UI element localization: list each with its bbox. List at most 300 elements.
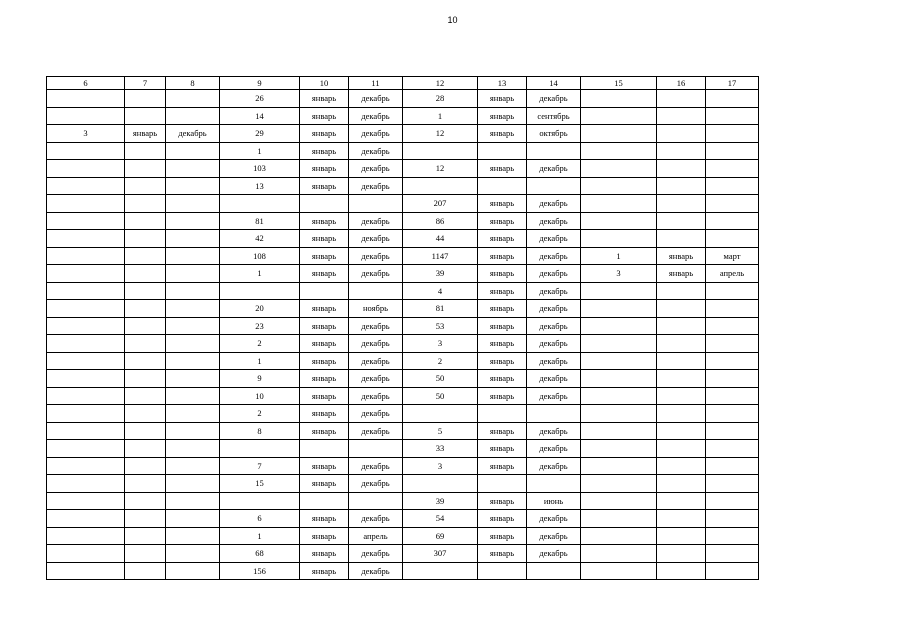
table-cell — [166, 212, 220, 230]
table-cell — [166, 335, 220, 353]
table-cell — [349, 492, 403, 510]
table-cell: декабрь — [349, 562, 403, 580]
table-cell: январь — [300, 247, 349, 265]
table-cell — [657, 475, 706, 493]
table-cell — [706, 107, 759, 125]
table-cell: декабрь — [349, 177, 403, 195]
table-cell — [581, 422, 657, 440]
table-cell: январь — [478, 335, 527, 353]
table-row — [47, 125, 759, 143]
table-cell: январь — [657, 247, 706, 265]
table-cell — [166, 160, 220, 178]
table-cell — [47, 422, 125, 440]
table-cell — [581, 335, 657, 353]
table-row — [47, 317, 759, 335]
column-header: 11 — [349, 77, 403, 90]
table-cell — [478, 142, 527, 160]
table-cell: октябрь — [527, 125, 581, 143]
table-cell — [657, 492, 706, 510]
column-header: 13 — [478, 77, 527, 90]
table-cell: декабрь — [527, 335, 581, 353]
table-cell — [47, 282, 125, 300]
table-cell: 23 — [220, 317, 300, 335]
table-cell — [166, 457, 220, 475]
table-cell — [166, 282, 220, 300]
table-cell — [47, 527, 125, 545]
table-cell — [125, 545, 166, 563]
table-cell: январь — [478, 440, 527, 458]
table-cell: 33 — [403, 440, 478, 458]
table-cell: декабрь — [349, 387, 403, 405]
table-cell: 1 — [403, 107, 478, 125]
table-cell — [125, 317, 166, 335]
table-cell: январь — [478, 317, 527, 335]
table-cell — [125, 212, 166, 230]
table-cell — [349, 195, 403, 213]
table-cell: январь — [300, 177, 349, 195]
table-cell: ноябрь — [349, 300, 403, 318]
table-cell: декабрь — [527, 510, 581, 528]
table-row — [47, 177, 759, 195]
table-cell: январь — [300, 125, 349, 143]
table-cell — [706, 545, 759, 563]
table-cell — [349, 440, 403, 458]
table-cell: январь — [478, 545, 527, 563]
table-cell: декабрь — [349, 335, 403, 353]
table-cell — [125, 422, 166, 440]
table-cell: январь — [300, 160, 349, 178]
table-cell: 15 — [220, 475, 300, 493]
table-cell — [581, 230, 657, 248]
table-cell — [47, 177, 125, 195]
table-row — [47, 107, 759, 125]
table-cell: декабрь — [527, 230, 581, 248]
table-cell — [581, 440, 657, 458]
table-cell — [47, 492, 125, 510]
table-cell: январь — [657, 265, 706, 283]
table-cell — [125, 160, 166, 178]
table-cell — [657, 405, 706, 423]
table-cell: январь — [300, 317, 349, 335]
table-cell: январь — [300, 230, 349, 248]
table-cell — [47, 317, 125, 335]
table-cell — [125, 440, 166, 458]
table-cell: 1 — [220, 527, 300, 545]
table-cell: декабрь — [349, 107, 403, 125]
table-cell: 39 — [403, 492, 478, 510]
table-cell: июнь — [527, 492, 581, 510]
table-cell: январь — [125, 125, 166, 143]
table-row — [47, 545, 759, 563]
table-cell — [220, 440, 300, 458]
table-row — [47, 160, 759, 178]
table-row — [47, 440, 759, 458]
table-cell: январь — [478, 527, 527, 545]
table-cell: 2 — [220, 405, 300, 423]
table-cell: 7 — [220, 457, 300, 475]
table-cell — [706, 527, 759, 545]
table-cell: декабрь — [349, 317, 403, 335]
table-cell: декабрь — [349, 142, 403, 160]
table-cell — [125, 247, 166, 265]
table-cell — [581, 475, 657, 493]
table-cell — [47, 387, 125, 405]
table-cell: декабрь — [349, 405, 403, 423]
table-cell: декабрь — [527, 527, 581, 545]
table-cell — [166, 230, 220, 248]
table-cell: январь — [300, 527, 349, 545]
table-cell: 12 — [403, 160, 478, 178]
table-cell — [403, 562, 478, 580]
table-cell — [166, 300, 220, 318]
table-cell: январь — [300, 90, 349, 108]
table-cell — [166, 562, 220, 580]
table-cell — [47, 405, 125, 423]
table-cell — [706, 335, 759, 353]
table-row — [47, 422, 759, 440]
table-cell — [125, 335, 166, 353]
table-cell — [47, 510, 125, 528]
table-cell — [478, 405, 527, 423]
table-cell: декабрь — [349, 510, 403, 528]
table-cell — [581, 300, 657, 318]
column-header: 9 — [220, 77, 300, 90]
table-cell — [581, 352, 657, 370]
table-cell: декабрь — [527, 545, 581, 563]
table-cell: 28 — [403, 90, 478, 108]
table-cell — [527, 475, 581, 493]
table-cell: январь — [478, 282, 527, 300]
table-cell — [657, 90, 706, 108]
table-cell: январь — [478, 265, 527, 283]
table-cell — [47, 90, 125, 108]
column-header: 16 — [657, 77, 706, 90]
table-cell — [581, 107, 657, 125]
table-cell: январь — [478, 352, 527, 370]
table-cell — [706, 317, 759, 335]
table-cell — [166, 492, 220, 510]
table-cell: декабрь — [349, 422, 403, 440]
table-cell — [706, 282, 759, 300]
table-cell — [657, 177, 706, 195]
table-cell: 44 — [403, 230, 478, 248]
table-cell — [125, 352, 166, 370]
table-cell — [657, 142, 706, 160]
table-cell: 1147 — [403, 247, 478, 265]
table-cell — [478, 475, 527, 493]
table-cell: 3 — [581, 265, 657, 283]
table-cell: 3 — [403, 335, 478, 353]
table-cell: январь — [300, 545, 349, 563]
table-cell — [47, 475, 125, 493]
table-cell — [706, 352, 759, 370]
table-cell — [657, 335, 706, 353]
table-cell — [581, 545, 657, 563]
table-cell: январь — [300, 562, 349, 580]
table-cell — [47, 370, 125, 388]
table-cell — [166, 247, 220, 265]
table-cell — [657, 282, 706, 300]
table-cell — [125, 177, 166, 195]
table-cell — [657, 212, 706, 230]
table-cell: январь — [300, 387, 349, 405]
table-cell — [166, 90, 220, 108]
table-cell: январь — [300, 457, 349, 475]
table-row — [47, 475, 759, 493]
table-cell — [47, 230, 125, 248]
table-cell: 9 — [220, 370, 300, 388]
table-cell — [657, 545, 706, 563]
table-cell: декабрь — [349, 90, 403, 108]
table-cell — [403, 142, 478, 160]
table-cell — [657, 562, 706, 580]
table-cell — [166, 405, 220, 423]
table-cell: 68 — [220, 545, 300, 563]
table-cell — [47, 265, 125, 283]
table-cell — [125, 387, 166, 405]
table-cell — [657, 125, 706, 143]
table-cell: 108 — [220, 247, 300, 265]
table-cell: 2 — [403, 352, 478, 370]
table-cell: 207 — [403, 195, 478, 213]
table-cell: 39 — [403, 265, 478, 283]
table-cell: 5 — [403, 422, 478, 440]
table-cell: 3 — [403, 457, 478, 475]
table-cell: январь — [478, 457, 527, 475]
table-cell — [300, 195, 349, 213]
table-body — [47, 90, 759, 580]
table-cell: январь — [478, 387, 527, 405]
table-cell: январь — [300, 335, 349, 353]
table-cell — [657, 107, 706, 125]
table-cell — [581, 510, 657, 528]
table-cell: декабрь — [527, 387, 581, 405]
table-cell — [581, 562, 657, 580]
table-row — [47, 300, 759, 318]
table-cell: январь — [300, 370, 349, 388]
table-cell — [166, 142, 220, 160]
table-cell: 14 — [220, 107, 300, 125]
table-cell: 69 — [403, 527, 478, 545]
table-cell — [581, 160, 657, 178]
table-cell — [47, 545, 125, 563]
table-cell: декабрь — [349, 230, 403, 248]
table-cell — [478, 562, 527, 580]
table-cell: январь — [300, 142, 349, 160]
table-cell — [125, 142, 166, 160]
table-row — [47, 195, 759, 213]
table-cell: январь — [478, 492, 527, 510]
table-cell — [166, 107, 220, 125]
table-cell: 26 — [220, 90, 300, 108]
table-row — [47, 230, 759, 248]
table-cell — [706, 370, 759, 388]
table-cell — [125, 265, 166, 283]
table-cell — [300, 440, 349, 458]
table-cell: январь — [300, 107, 349, 125]
table-cell: декабрь — [349, 247, 403, 265]
page-number: 10 — [447, 15, 458, 25]
table-cell — [125, 405, 166, 423]
table-cell — [166, 177, 220, 195]
table-cell — [706, 300, 759, 318]
table-cell — [706, 492, 759, 510]
table-row — [47, 527, 759, 545]
column-header: 7 — [125, 77, 166, 90]
table-cell: декабрь — [349, 457, 403, 475]
table-cell: 307 — [403, 545, 478, 563]
table-row — [47, 90, 759, 108]
table-cell — [349, 282, 403, 300]
table-cell — [581, 195, 657, 213]
table-cell — [125, 457, 166, 475]
table-cell — [125, 370, 166, 388]
table-cell — [581, 370, 657, 388]
table-cell: январь — [300, 475, 349, 493]
table-cell: декабрь — [349, 265, 403, 283]
table-cell — [125, 562, 166, 580]
table-cell: январь — [300, 265, 349, 283]
table-cell: декабрь — [527, 422, 581, 440]
table-cell — [657, 440, 706, 458]
table-cell — [47, 300, 125, 318]
table-cell — [125, 492, 166, 510]
column-header: 14 — [527, 77, 581, 90]
table-cell: декабрь — [349, 160, 403, 178]
table-row — [47, 370, 759, 388]
table-cell — [706, 510, 759, 528]
table-cell: 156 — [220, 562, 300, 580]
table-cell: 50 — [403, 370, 478, 388]
table-cell: декабрь — [527, 352, 581, 370]
table-cell — [581, 457, 657, 475]
table-cell: 53 — [403, 317, 478, 335]
table-cell: декабрь — [349, 545, 403, 563]
column-header: 6 — [47, 77, 125, 90]
table-row — [47, 387, 759, 405]
table-cell — [125, 282, 166, 300]
table-cell — [166, 527, 220, 545]
table-cell — [403, 475, 478, 493]
table-cell: апрель — [706, 265, 759, 283]
table-cell — [657, 510, 706, 528]
table-cell: декабрь — [527, 195, 581, 213]
table-cell — [706, 90, 759, 108]
table-cell: январь — [300, 405, 349, 423]
table-cell: 1 — [220, 142, 300, 160]
table-cell — [125, 300, 166, 318]
table-cell — [581, 317, 657, 335]
table-cell: январь — [478, 510, 527, 528]
table-cell — [581, 527, 657, 545]
table-cell — [220, 195, 300, 213]
table-cell: январь — [478, 195, 527, 213]
table-cell — [657, 195, 706, 213]
table-cell — [657, 457, 706, 475]
table-cell — [166, 422, 220, 440]
table-cell — [657, 160, 706, 178]
table-cell: декабрь — [527, 212, 581, 230]
table-cell — [581, 282, 657, 300]
table-cell: 13 — [220, 177, 300, 195]
table-cell — [581, 125, 657, 143]
table-cell — [657, 370, 706, 388]
table-cell — [657, 527, 706, 545]
table-cell — [403, 177, 478, 195]
table-cell — [527, 562, 581, 580]
table-cell: 81 — [403, 300, 478, 318]
table-cell: декабрь — [349, 475, 403, 493]
table-cell: 4 — [403, 282, 478, 300]
header-row — [47, 77, 759, 90]
table-cell — [706, 562, 759, 580]
table-cell — [125, 195, 166, 213]
column-header: 8 — [166, 77, 220, 90]
table-cell: апрель — [349, 527, 403, 545]
table-row — [47, 335, 759, 353]
table-cell — [47, 107, 125, 125]
data-table — [46, 76, 759, 580]
table-cell — [47, 160, 125, 178]
table-cell — [706, 177, 759, 195]
table-cell — [166, 370, 220, 388]
table-cell: декабрь — [527, 300, 581, 318]
table-cell: декабрь — [527, 247, 581, 265]
table-cell — [581, 90, 657, 108]
table-cell: январь — [300, 352, 349, 370]
table-cell — [581, 212, 657, 230]
table-cell — [581, 387, 657, 405]
table-cell — [166, 265, 220, 283]
table-cell — [527, 177, 581, 195]
table-cell — [300, 492, 349, 510]
table-cell: январь — [478, 230, 527, 248]
table-cell — [706, 195, 759, 213]
table-cell — [706, 457, 759, 475]
table-cell — [166, 475, 220, 493]
table-cell — [125, 475, 166, 493]
table-cell: январь — [478, 370, 527, 388]
table-cell: 20 — [220, 300, 300, 318]
table-cell — [220, 282, 300, 300]
table-cell: декабрь — [527, 440, 581, 458]
table-cell — [125, 90, 166, 108]
table-cell: декабрь — [349, 370, 403, 388]
table-cell: 50 — [403, 387, 478, 405]
table-cell: январь — [300, 300, 349, 318]
table-cell: декабрь — [527, 265, 581, 283]
column-header: 12 — [403, 77, 478, 90]
table-cell — [47, 352, 125, 370]
table-cell: январь — [478, 247, 527, 265]
table-cell: январь — [478, 90, 527, 108]
table-cell — [47, 142, 125, 160]
table-cell — [47, 457, 125, 475]
column-header: 17 — [706, 77, 759, 90]
table-cell: 3 — [47, 125, 125, 143]
table-cell — [220, 492, 300, 510]
table-cell — [125, 527, 166, 545]
table-cell: декабрь — [527, 282, 581, 300]
table-cell — [300, 282, 349, 300]
column-header: 10 — [300, 77, 349, 90]
table-cell: январь — [478, 300, 527, 318]
table-cell — [581, 177, 657, 195]
table-cell: январь — [478, 125, 527, 143]
table-cell — [47, 440, 125, 458]
table-cell: 81 — [220, 212, 300, 230]
table-cell — [581, 142, 657, 160]
